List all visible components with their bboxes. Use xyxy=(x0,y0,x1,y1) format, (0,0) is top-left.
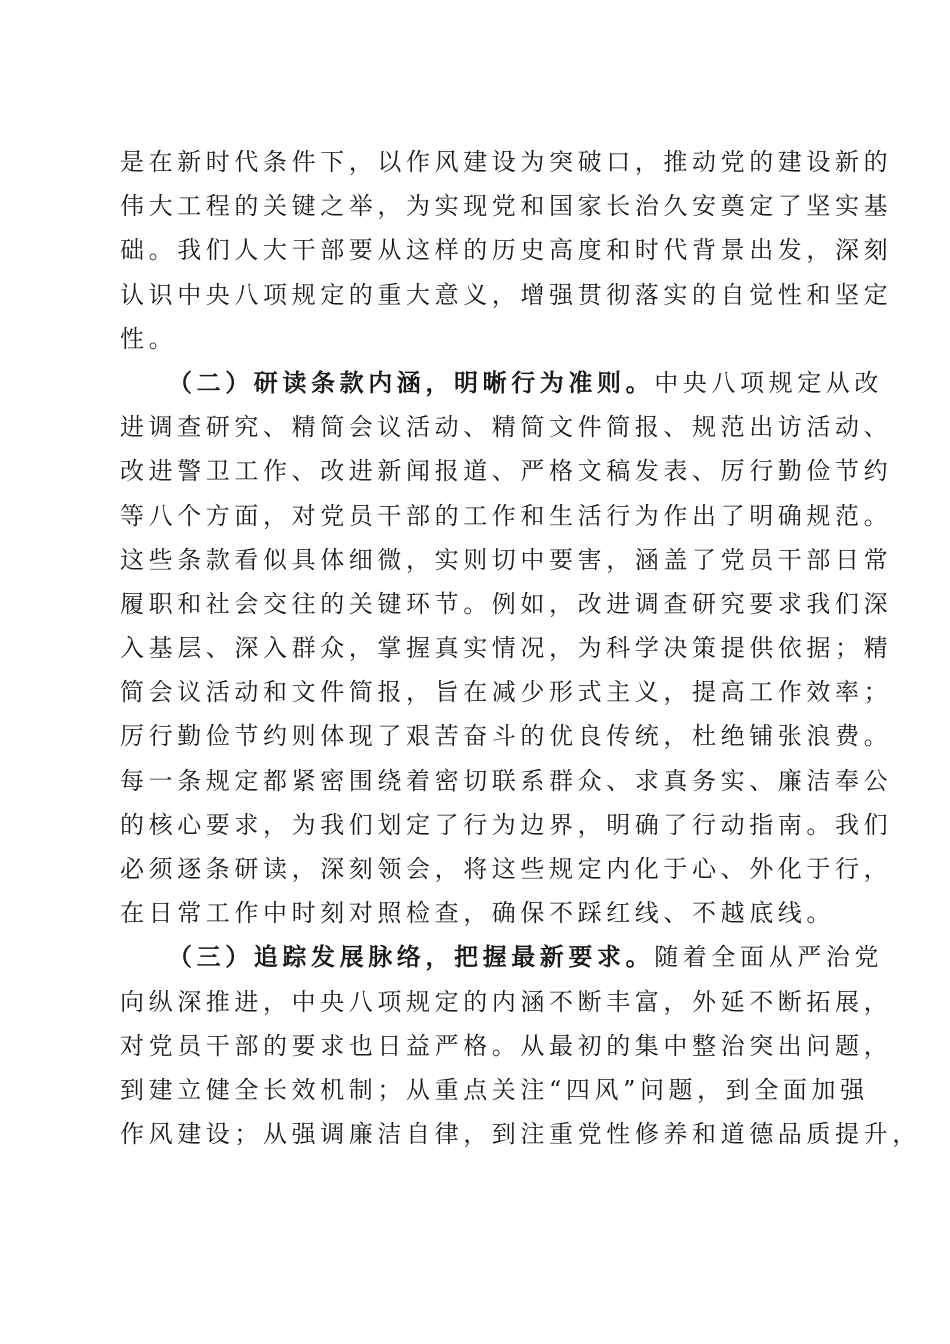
text-line: 对党员干部的要求也日益严格。从最初的集中整治突出问题， xyxy=(120,1031,893,1060)
document-body xyxy=(120,140,921,1156)
text-line: 是在新时代条件下，以作风建设为突破口，推动党的建设新的 xyxy=(120,148,893,176)
section-two-lead-text: 中央八项规定从改 xyxy=(654,368,884,397)
text-line: 向纵深推进，中央八项规定的内涵不断丰富，外延不断拓展， xyxy=(120,987,893,1016)
section-two-first-line xyxy=(120,361,884,405)
text-line: 在日常工作中时刻对照检查，确保不踩红线、不越底线。 xyxy=(120,899,835,928)
text-line: 简会议活动和文件简报，旨在减少形式主义，提高工作效率； xyxy=(120,678,893,707)
text-line: 每一条规定都紧密围绕着密切联系群众、求真务实、廉洁奉公 xyxy=(120,766,893,795)
text-line: 伟大工程的关键之举，为实现党和国家长治久安奠定了坚实基 xyxy=(120,192,893,221)
section-three-first-line xyxy=(120,935,884,979)
text-line: 进调查研究、精简会议活动、精简文件简报、规范出访活动、 xyxy=(120,413,893,442)
text-line: 厉行勤俭节约则体现了艰苦奋斗的优良传统，杜绝铺张浪费。 xyxy=(120,722,893,751)
text-line: 等八个方面，对党员干部的工作和生活行为作出了明确规范。 xyxy=(120,501,893,530)
text-line: 入基层、深入群众，掌握真实情况，为科学决策提供依据；精 xyxy=(120,634,893,663)
text-line: 改进警卫工作、改进新闻报道、严格文稿发表、厉行勤俭节约 xyxy=(120,457,893,486)
text-line: 性。 xyxy=(120,324,178,353)
text-line: 必须逐条研读，深刻领会，将这些规定内化于心、外化于行， xyxy=(120,855,893,883)
text-line: 作风建设；从强调廉洁自律，到注重党性修养和道德品质提升， xyxy=(120,1120,921,1149)
text-line: 认识中央八项规定的重大意义，增强贯彻落实的自觉性和坚定 xyxy=(120,280,893,309)
text-line: 到建立健全长效机制；从重点关注“四风”问题，到全面加强 xyxy=(120,1075,869,1104)
text-line: 的核心要求，为我们划定了行为边界，明确了行动指南。我们 xyxy=(120,810,893,839)
section-three-heading: （三）追踪发展脉络，把握最新要求。 xyxy=(168,942,655,972)
text-line: 础。我们人大干部要从这样的历史高度和时代背景出发，深刻 xyxy=(120,236,893,265)
section-three-lead-text: 随着全面从严治党 xyxy=(654,943,884,972)
text-line: 履职和社会交往的关键环节。例如，改进调查研究要求我们深 xyxy=(120,589,893,618)
section-two-heading: （二）研读条款内涵，明晰行为准则。 xyxy=(168,367,655,397)
text-line: 这些条款看似具体细微，实则切中要害，涵盖了党员干部日常 xyxy=(120,545,893,574)
